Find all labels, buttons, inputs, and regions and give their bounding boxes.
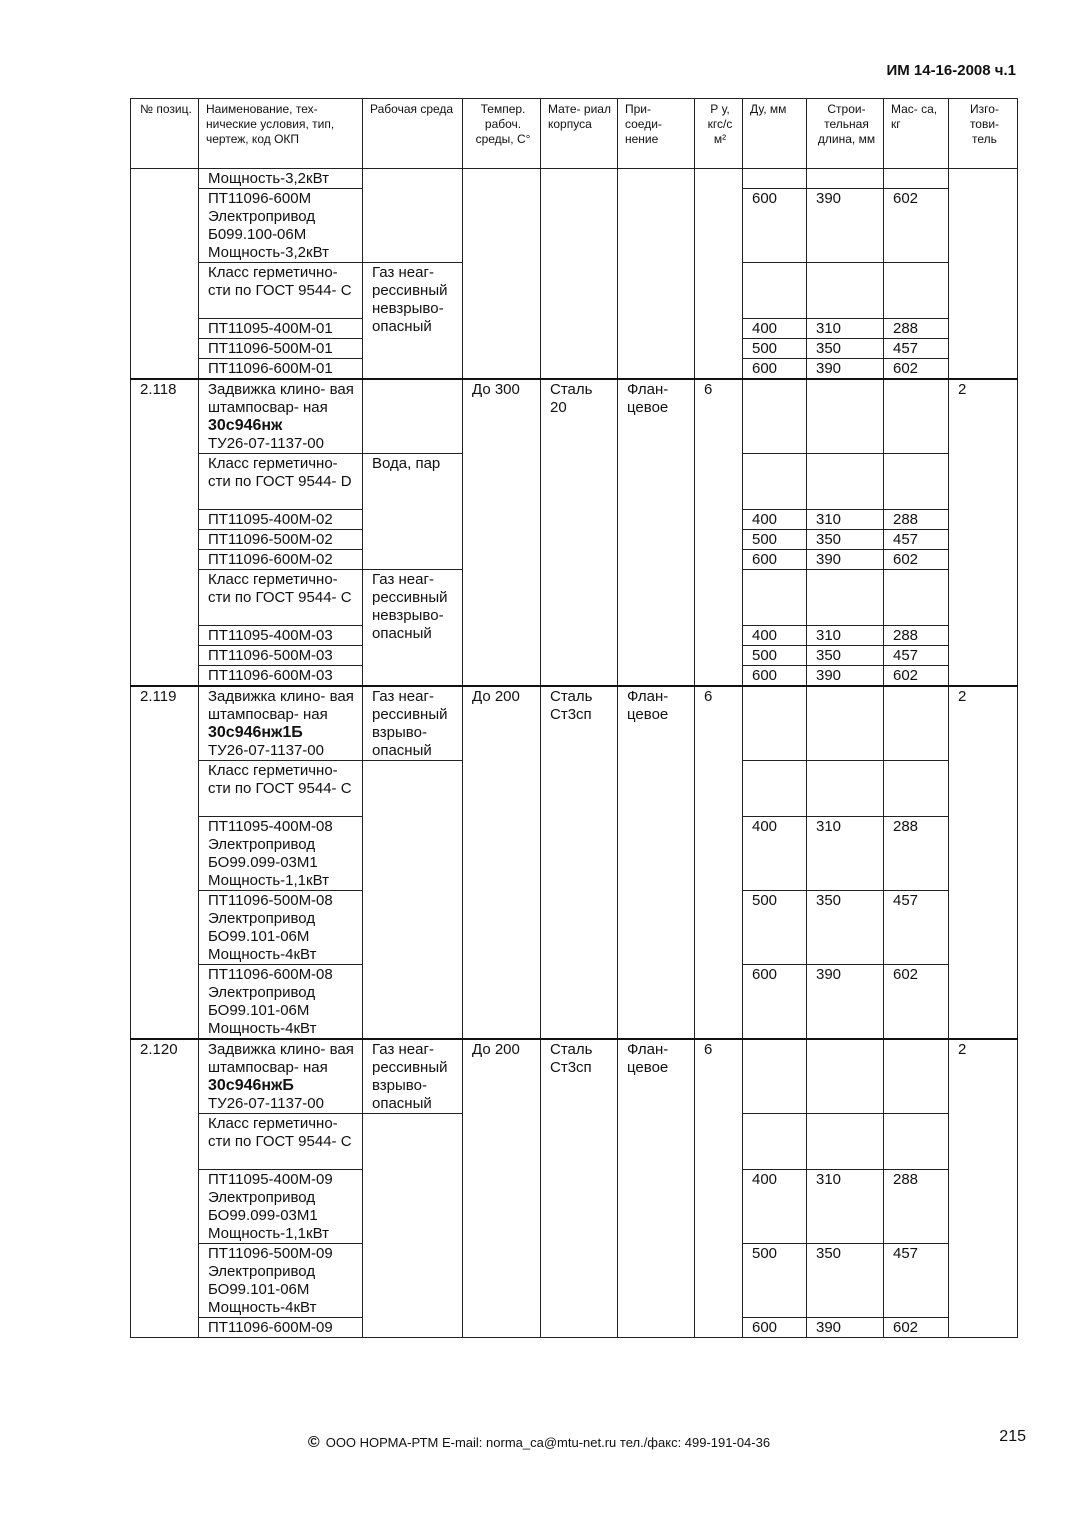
name-cell: ПТ11096-600М-09: [199, 1318, 363, 1338]
name-cell: ПТ11096-600М Электропривод Б099.100-06М Мощность-3,2кВт: [199, 189, 363, 263]
name-cell: Класс герметично- сти по ГОСТ 9544- С: [199, 263, 363, 319]
table-row: ПТ11095-400М-09 Электропривод БО99.099-03М1 Мощность-1,1кВт 400 310 288: [131, 1170, 1018, 1244]
header-connection: При- соеди- нение: [618, 99, 695, 169]
table-row: ПТ11096-600М-03 600 390 602: [131, 666, 1018, 687]
name-cell: ПТ11096-600М-01: [199, 359, 363, 380]
model-code: 30с946нж: [208, 417, 283, 434]
name-cell: ПТ11095-400М-08 Электропривод БО99.099-03М1 Мощность-1,1кВт: [199, 817, 363, 891]
table-row: ПТ11096-500М-01 500 350 457: [131, 339, 1018, 359]
table-row: 2.118 Задвижка клино- вая штампосвар- ная 30с946нж ТУ26-07-1137-00 До 300 Сталь 20 Флан- цевое 6 2: [131, 379, 1018, 454]
valve-spec-table: [130, 98, 1018, 1338]
name-cell: Задвижка клино- вая штампосвар- ная 30с946нж1Б ТУ26-07-1137-00: [199, 686, 363, 761]
table-header-row: [131, 99, 1018, 169]
name-cell: Мощность-3,2кВт: [199, 169, 363, 189]
name-cell: ПТ11096-600М-08 Электропривод БО99.101-06М Мощность-4кВт: [199, 965, 363, 1040]
name-cell: ПТ11096-600М-03: [199, 666, 363, 687]
name-cell: ПТ11096-500М-09 Электропривод БО99.101-06М Мощность-4кВт: [199, 1244, 363, 1318]
medium-cell: Газ неаг- рессивный взрыво- опасный: [363, 686, 463, 761]
table-row: ПТ11096-500М-03 500 350 457: [131, 646, 1018, 666]
copyright-icon: ©: [307, 1434, 320, 1451]
name-cell: ПТ11096-500М-01: [199, 339, 363, 359]
table-row: ПТ11095-400М-01 400 310 288: [131, 319, 1018, 339]
medium-cell: Газ неаг- рессивный невзрыво- опасный: [363, 570, 463, 687]
name-cell: ПТ11096-500М-02: [199, 530, 363, 550]
table-row: ПТ11096-600М Электропривод Б099.100-06М Мощность-3,2кВт 600 390 602: [131, 189, 1018, 263]
footer: [0, 1434, 1078, 1452]
header-maker: Изго- тови- тель: [949, 99, 1018, 169]
table-row: ПТ11096-600М-01 600 390 602: [131, 359, 1018, 380]
table-row: ПТ11096-500М-08 Электропривод БО99.101-06М Мощность-4кВт 500 350 457: [131, 891, 1018, 965]
table-row: ПТ11095-400М-03 400 310 288: [131, 626, 1018, 646]
header-pos: № позиц.: [131, 99, 199, 169]
name-cell: ПТ11096-600М-02: [199, 550, 363, 570]
table-row: ПТ11095-400М-02 400 310 288: [131, 510, 1018, 530]
name-cell: ПТ11095-400М-09 Электропривод БО99.099-03М1 Мощность-1,1кВт: [199, 1170, 363, 1244]
table-row: ПТ11096-600М-08 Электропривод БО99.101-06М Мощность-4кВт 600 390 602: [131, 965, 1018, 1040]
header-length: Строи- тельная длина, мм: [807, 99, 884, 169]
footer-text: ООО НОРМА-РТМ E-mail: norma_ca@mtu-net.ru тел./факс: 499-191-04-36: [325, 1435, 771, 1450]
name-cell: ПТ11095-400М-03: [199, 626, 363, 646]
header-material: Мате- риал корпуса: [541, 99, 618, 169]
table-row: ПТ11096-500М-09 Электропривод БО99.101-06М Мощность-4кВт 500 350 457: [131, 1244, 1018, 1318]
page-number: 215: [999, 1428, 1026, 1445]
medium-cell: Вода, пар: [363, 454, 463, 570]
position-number: 2.119: [131, 686, 199, 1039]
name-cell: Задвижка клино- вая штампосвар- ная 30с946нж ТУ26-07-1137-00: [199, 379, 363, 454]
name-cell: ПТ11096-500М-08 Электропривод БО99.101-06М Мощность-4кВт: [199, 891, 363, 965]
model-code: 30с946нжБ: [208, 1077, 294, 1094]
header-temp: Темпер. рабоч. среды, С°: [463, 99, 541, 169]
header-dn: Ду, мм: [743, 99, 807, 169]
position-number: 2.120: [131, 1039, 199, 1338]
table-row: 2.119 Задвижка клино- вая штампосвар- ная 30с946нж1Б ТУ26-07-1137-00 Газ неаг- рессивный взрыво- опасный До 200 Сталь Ст3сп Флан- цевое 6 2: [131, 686, 1018, 761]
medium-cell: Газ неаг- рессивный невзрыво- опасный: [363, 263, 463, 380]
model-code: 30с946нж1Б: [208, 724, 303, 741]
header-medium: Рабочая среда: [363, 99, 463, 169]
header-mass: Мас- са, кг: [884, 99, 949, 169]
table-row: ПТ11096-600М-09 600 390 602: [131, 1318, 1018, 1338]
table-row: ПТ11095-400М-08 Электропривод БО99.099-03М1 Мощность-1,1кВт 400 310 288: [131, 817, 1018, 891]
table-row: 2.120 Задвижка клино- вая штампосвар- ная 30с946нжБ ТУ26-07-1137-00 Газ неаг- рессивный взрыво- опасный До 200 Сталь Ст3сп Флан- цевое 6 2: [131, 1039, 1018, 1114]
name-cell: Класс герметично- сти по ГОСТ 9544- С: [199, 570, 363, 626]
table-row: [131, 169, 1018, 189]
table-row: ПТ11096-600М-02 600 390 602: [131, 550, 1018, 570]
header-pressure: Р у, кгс/с м²: [695, 99, 743, 169]
name-cell: ПТ11096-500М-03: [199, 646, 363, 666]
document-id: ИМ 14-16-2008 ч.1: [886, 62, 1016, 79]
name-cell: Класс герметично- сти по ГОСТ 9544- С: [199, 761, 363, 817]
medium-cell: Газ неаг- рессивный взрыво- опасный: [363, 1039, 463, 1114]
header-name: Наименование, тех- нические условия, тип, чертеж, код ОКП: [199, 99, 363, 169]
name-cell: ПТ11095-400М-01: [199, 319, 363, 339]
name-cell: Класс герметично- сти по ГОСТ 9544- С: [199, 1114, 363, 1170]
name-cell: Класс герметично- сти по ГОСТ 9544- D: [199, 454, 363, 510]
position-number: 2.118: [131, 379, 199, 686]
name-cell: Задвижка клино- вая штампосвар- ная 30с946нжБ ТУ26-07-1137-00: [199, 1039, 363, 1114]
table-row: ПТ11096-500М-02 500 350 457: [131, 530, 1018, 550]
name-cell: ПТ11095-400М-02: [199, 510, 363, 530]
